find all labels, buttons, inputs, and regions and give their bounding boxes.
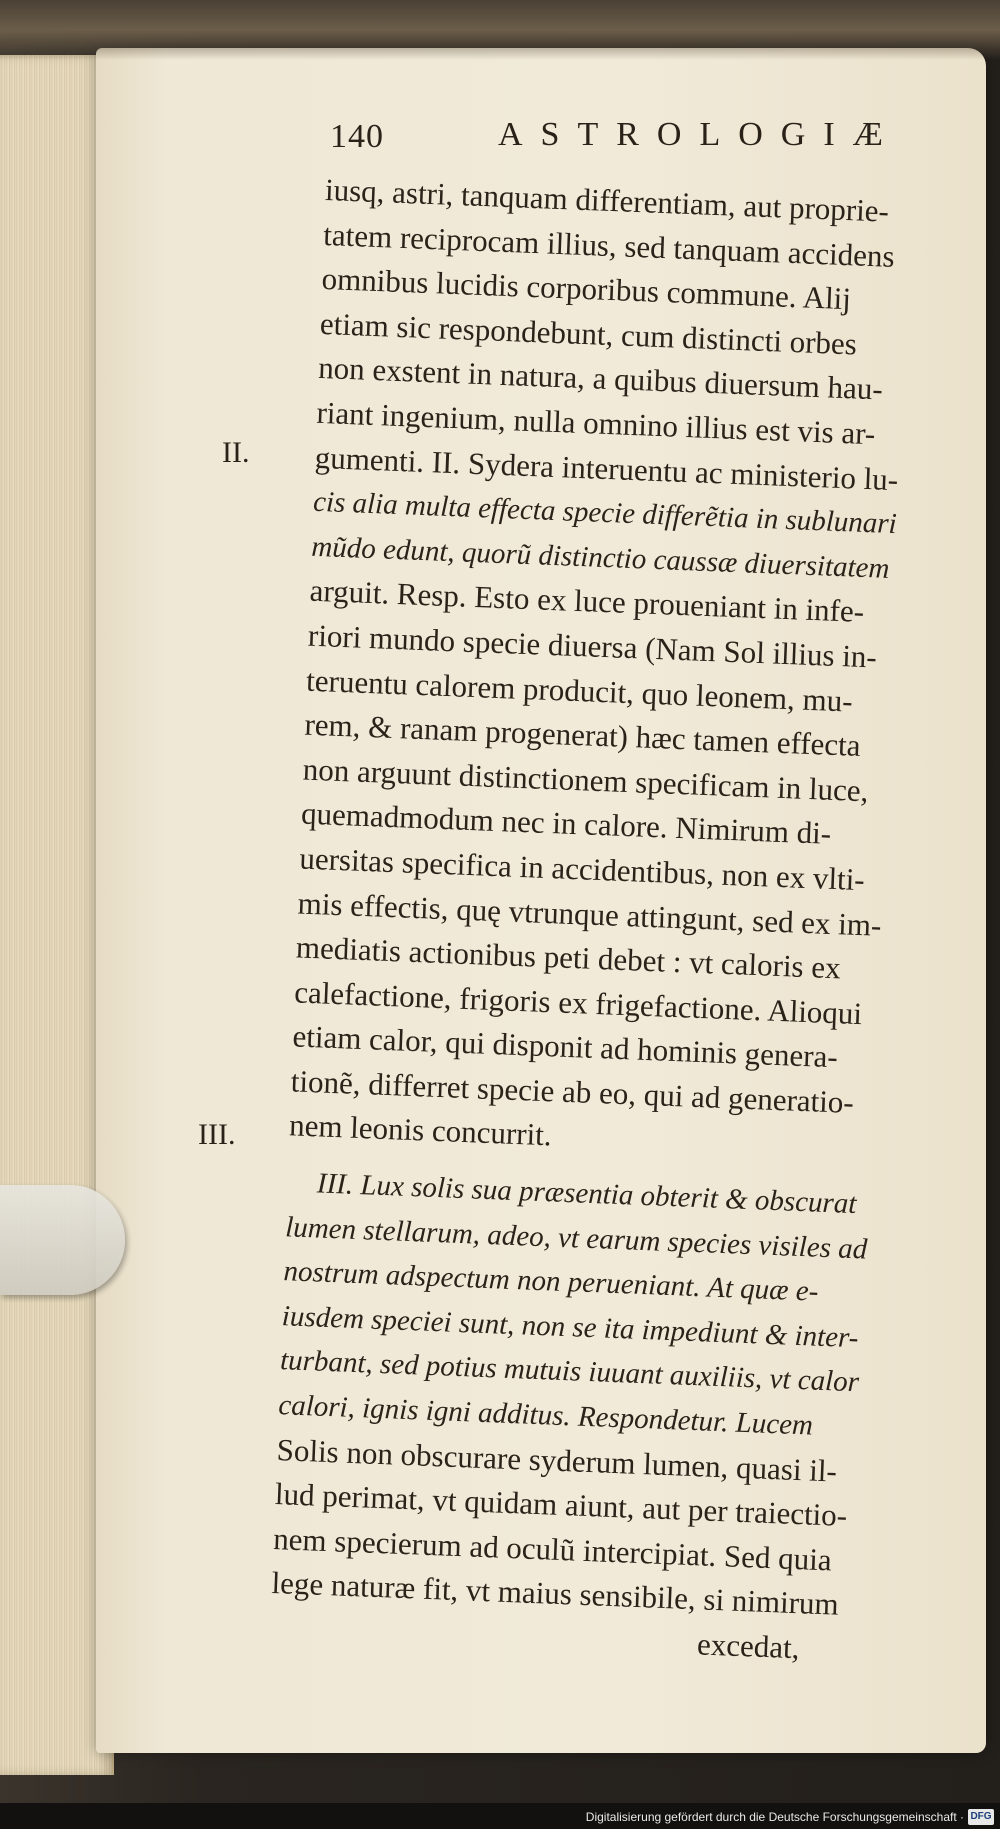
text-line: uersitas specifica in accidentibus, non ex vlti- [298, 840, 866, 898]
running-title: ASTROLOGIÆ [498, 116, 901, 153]
running-head [330, 112, 901, 160]
text-line: nostrum adspectum non perueniant. At quæ e- [282, 1255, 819, 1308]
page-number: 140 [330, 118, 384, 155]
text-line: gumenti. II. Sydera interuentu ac ministerio lu- [314, 439, 899, 497]
text-line: nem specierum ad oculũ intercipiat. Sed quia [272, 1520, 833, 1578]
text-line: tatem reciprocam illius, sed tanquam accidens [322, 216, 896, 274]
dfg-logo-icon: DFG [968, 1809, 994, 1825]
text-line: III. Lux solis sua præsentia obterit & obscurat [316, 1167, 857, 1221]
text-line: non exstent in natura, a quibus diuersum hau- [317, 350, 884, 407]
text-line: lege naturæ fit, vt maius sensibile, si nimirum [270, 1565, 840, 1623]
text-line: lud perimat, vt quidam aiunt, aut per traiectio- [274, 1476, 848, 1534]
bookmark-tab [0, 1185, 125, 1295]
text-line: turbant, sed potius mutuis iuuant auxiliis, vt calor [279, 1344, 860, 1399]
text-line: rem, & ranam progenerat) hæc tamen effecta [303, 706, 862, 764]
catchword: excedat, [696, 1626, 801, 1666]
text-line: non arguunt distinctionem specificam in luce, [302, 751, 870, 808]
text-line: iusq, astri, tanquam differentiam, aut proprie- [324, 171, 890, 229]
footer-credit: Digitalisierung gefördert durch die Deutsche Forschungsgemeinschaft · [585, 1810, 964, 1824]
text-line: mis effectis, quę vtrunque attingunt, sed ex im- [297, 884, 883, 943]
text-line: teruentu calorem producit, quo leonem, mu- [305, 662, 854, 719]
text-line: omnibus lucidis corporibus commune. Alij [321, 261, 852, 317]
text-line: tionẽ, differret specie ab eo, qui ad generatio- [290, 1063, 855, 1120]
text-line: calori, ignis igni additus. Respondetur. Lucem [277, 1389, 814, 1442]
body-text [269, 168, 965, 1675]
text-line: riori mundo specie diuersa (Nam Sol illius in- [307, 617, 878, 675]
text-line: Solis non obscurare syderum lumen, quasi il- [276, 1431, 838, 1489]
text-line: mediatis actionibus peti debet : vt caloris ex [295, 929, 842, 986]
text-line: arguit. Resp. Esto ex luce proueniant in infe- [309, 573, 865, 630]
text-line: cis alia multa effecta specie differẽtia in sublunari [312, 485, 898, 541]
text-line: etiam sic respondebunt, cum distincti orbes [319, 305, 858, 362]
text-line: lumen stellarum, adeo, vt earum species visiles ad [284, 1210, 868, 1266]
text-line: calefactione, frigoris ex frigefactione. Alioqui [293, 974, 863, 1031]
margin-numeral-ii: II. [222, 436, 250, 469]
text-line: iusdem speciei sunt, non se ita impediunt & inter- [281, 1300, 860, 1355]
footer-strip [0, 1803, 1000, 1829]
text-line: nem leonis concurrit. [288, 1107, 553, 1153]
text-line: quemadmodum nec in calore. Nimirum di- [300, 795, 832, 852]
margin-numeral-iii: III. [198, 1118, 236, 1151]
text-line: riant ingenium, nulla omnino illius est vis ar- [315, 394, 876, 452]
text-line: mũdo edunt, quorũ distinctio caussæ diuersitatem [310, 530, 891, 585]
text-line: etiam calor, qui disponit ad hominis genera- [291, 1018, 839, 1075]
